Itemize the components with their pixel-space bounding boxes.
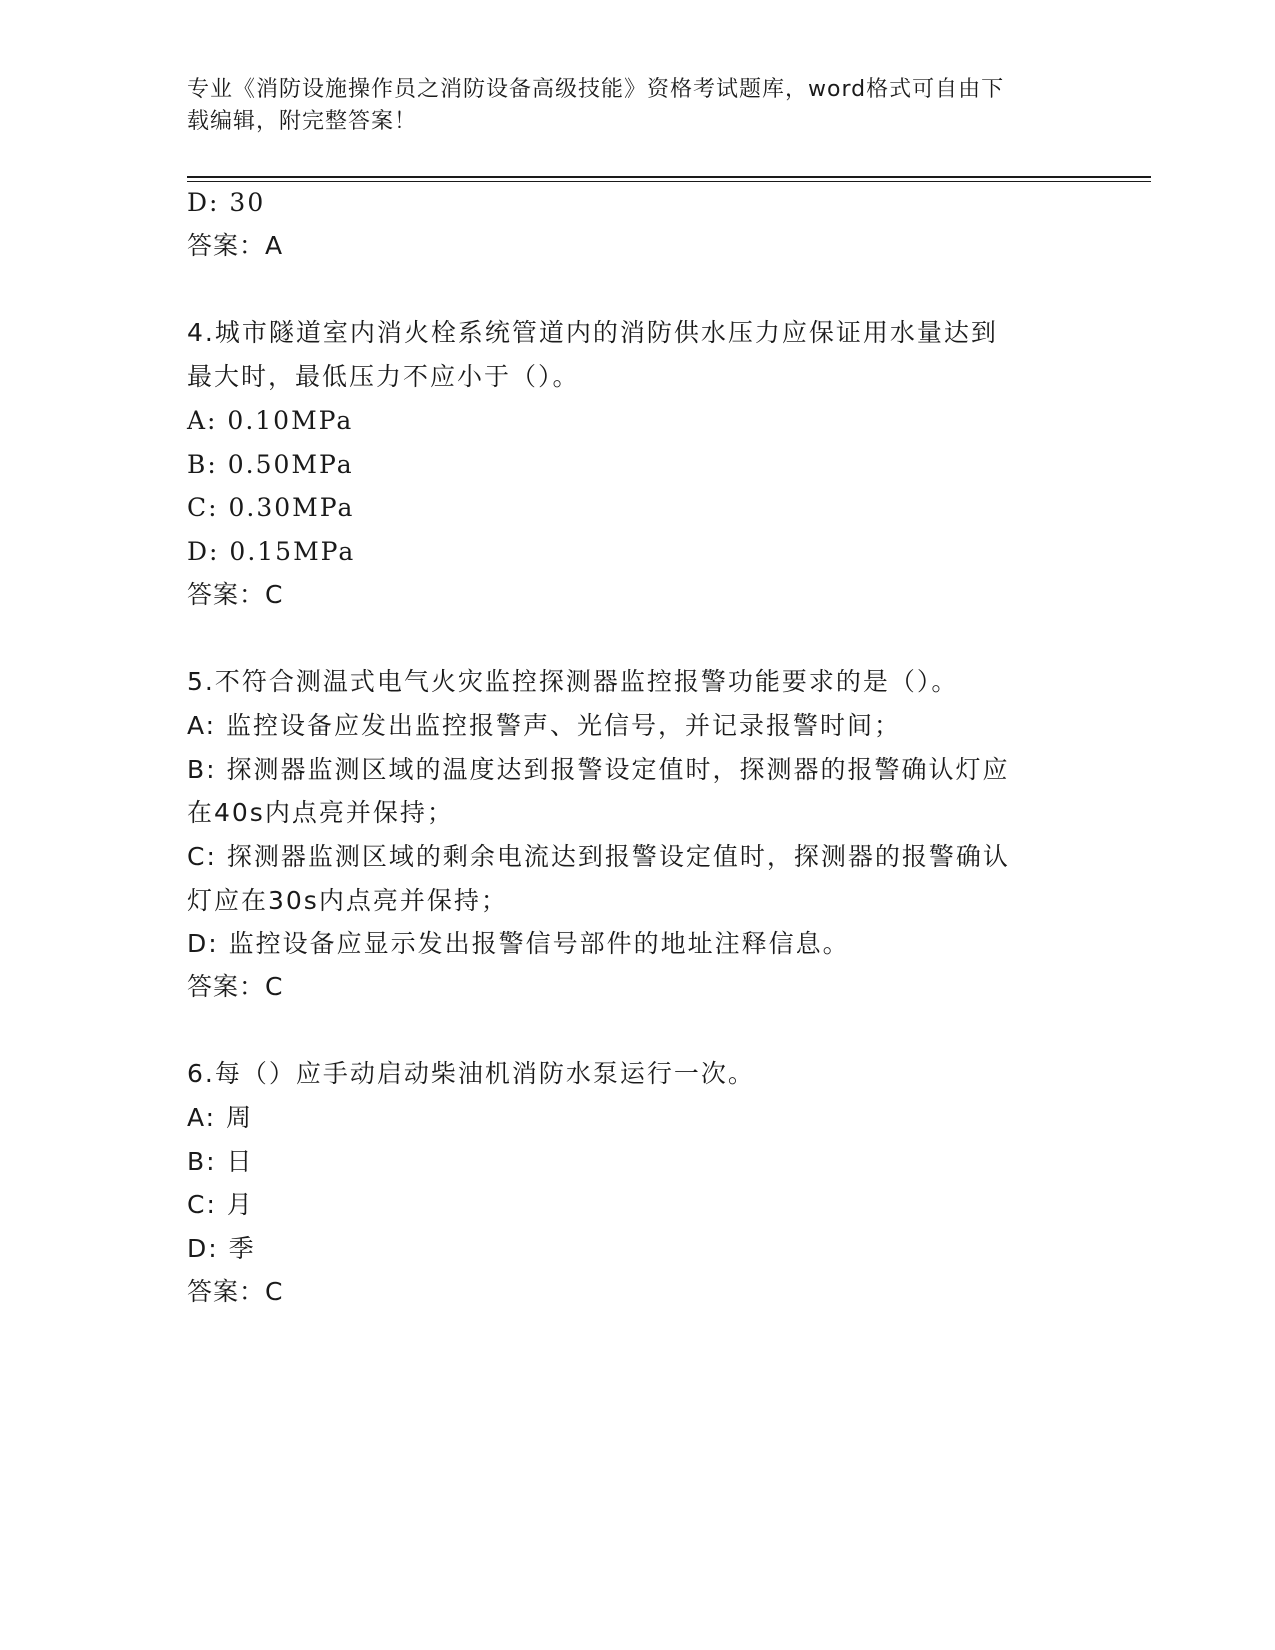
q6-option-b: B: 日 bbox=[187, 1147, 254, 1176]
document-header bbox=[187, 74, 1067, 138]
q5-option-d: D: 监控设备应显示发出报警信号部件的地址注释信息。 bbox=[187, 929, 850, 958]
q6-option-c: C: 月 bbox=[187, 1190, 254, 1219]
q5-option-b-line-1: B: 探测器监测区域的温度达到报警设定值时，探测器的报警确认灯应 bbox=[187, 755, 1010, 784]
q4-answer: 答案：C bbox=[187, 580, 284, 609]
q6-option-d: D: 季 bbox=[187, 1234, 256, 1263]
q5-option-c-line-1: C: 探测器监测区域的剩余电流达到报警设定值时，探测器的报警确认 bbox=[187, 842, 1010, 871]
q4-option-d: D: 0.15MPa bbox=[187, 537, 356, 566]
header-rule-thick bbox=[187, 176, 1151, 178]
q4-option-b: B: 0.50MPa bbox=[187, 450, 354, 479]
q6-answer: 答案：C bbox=[187, 1277, 284, 1306]
q5-stem-line-1: 5.不符合测温式电气火灾监控探测器监控报警功能要求的是（）。 bbox=[187, 667, 959, 696]
q4-option-c: C: 0.30MPa bbox=[187, 493, 355, 522]
q6-option-a: A: 周 bbox=[187, 1103, 254, 1132]
prev-answer: 答案：A bbox=[187, 231, 284, 260]
q4-stem-line-2: 最大时，最低压力不应小于（）。 bbox=[187, 362, 580, 391]
q5-answer: 答案：C bbox=[187, 972, 284, 1001]
q5-option-b-line-2: 在40s内点亮并保持； bbox=[187, 798, 454, 827]
header-line-1: 专业《消防设施操作员之消防设备高级技能》资格考试题库，word格式可自由下 bbox=[187, 77, 1005, 102]
q6-stem-line-1: 6.每（）应手动启动柴油机消防水泵运行一次。 bbox=[187, 1059, 755, 1088]
header-line-2: 载编辑，附完整答案！ bbox=[187, 109, 418, 134]
prev-option-d: D: 30 bbox=[187, 188, 266, 217]
q4-option-a: A: 0.10MPa bbox=[187, 406, 354, 435]
q5-option-a: A: 监控设备应发出监控报警声、光信号，并记录报警时间； bbox=[187, 711, 902, 740]
q5-option-c-line-2: 灯应在30s内点亮并保持； bbox=[187, 886, 508, 915]
header-rule-thin bbox=[187, 181, 1151, 182]
q4-stem-line-1: 4.城市隧道室内消火栓系统管道内的消防供水压力应保证用水量达到 bbox=[187, 318, 998, 347]
